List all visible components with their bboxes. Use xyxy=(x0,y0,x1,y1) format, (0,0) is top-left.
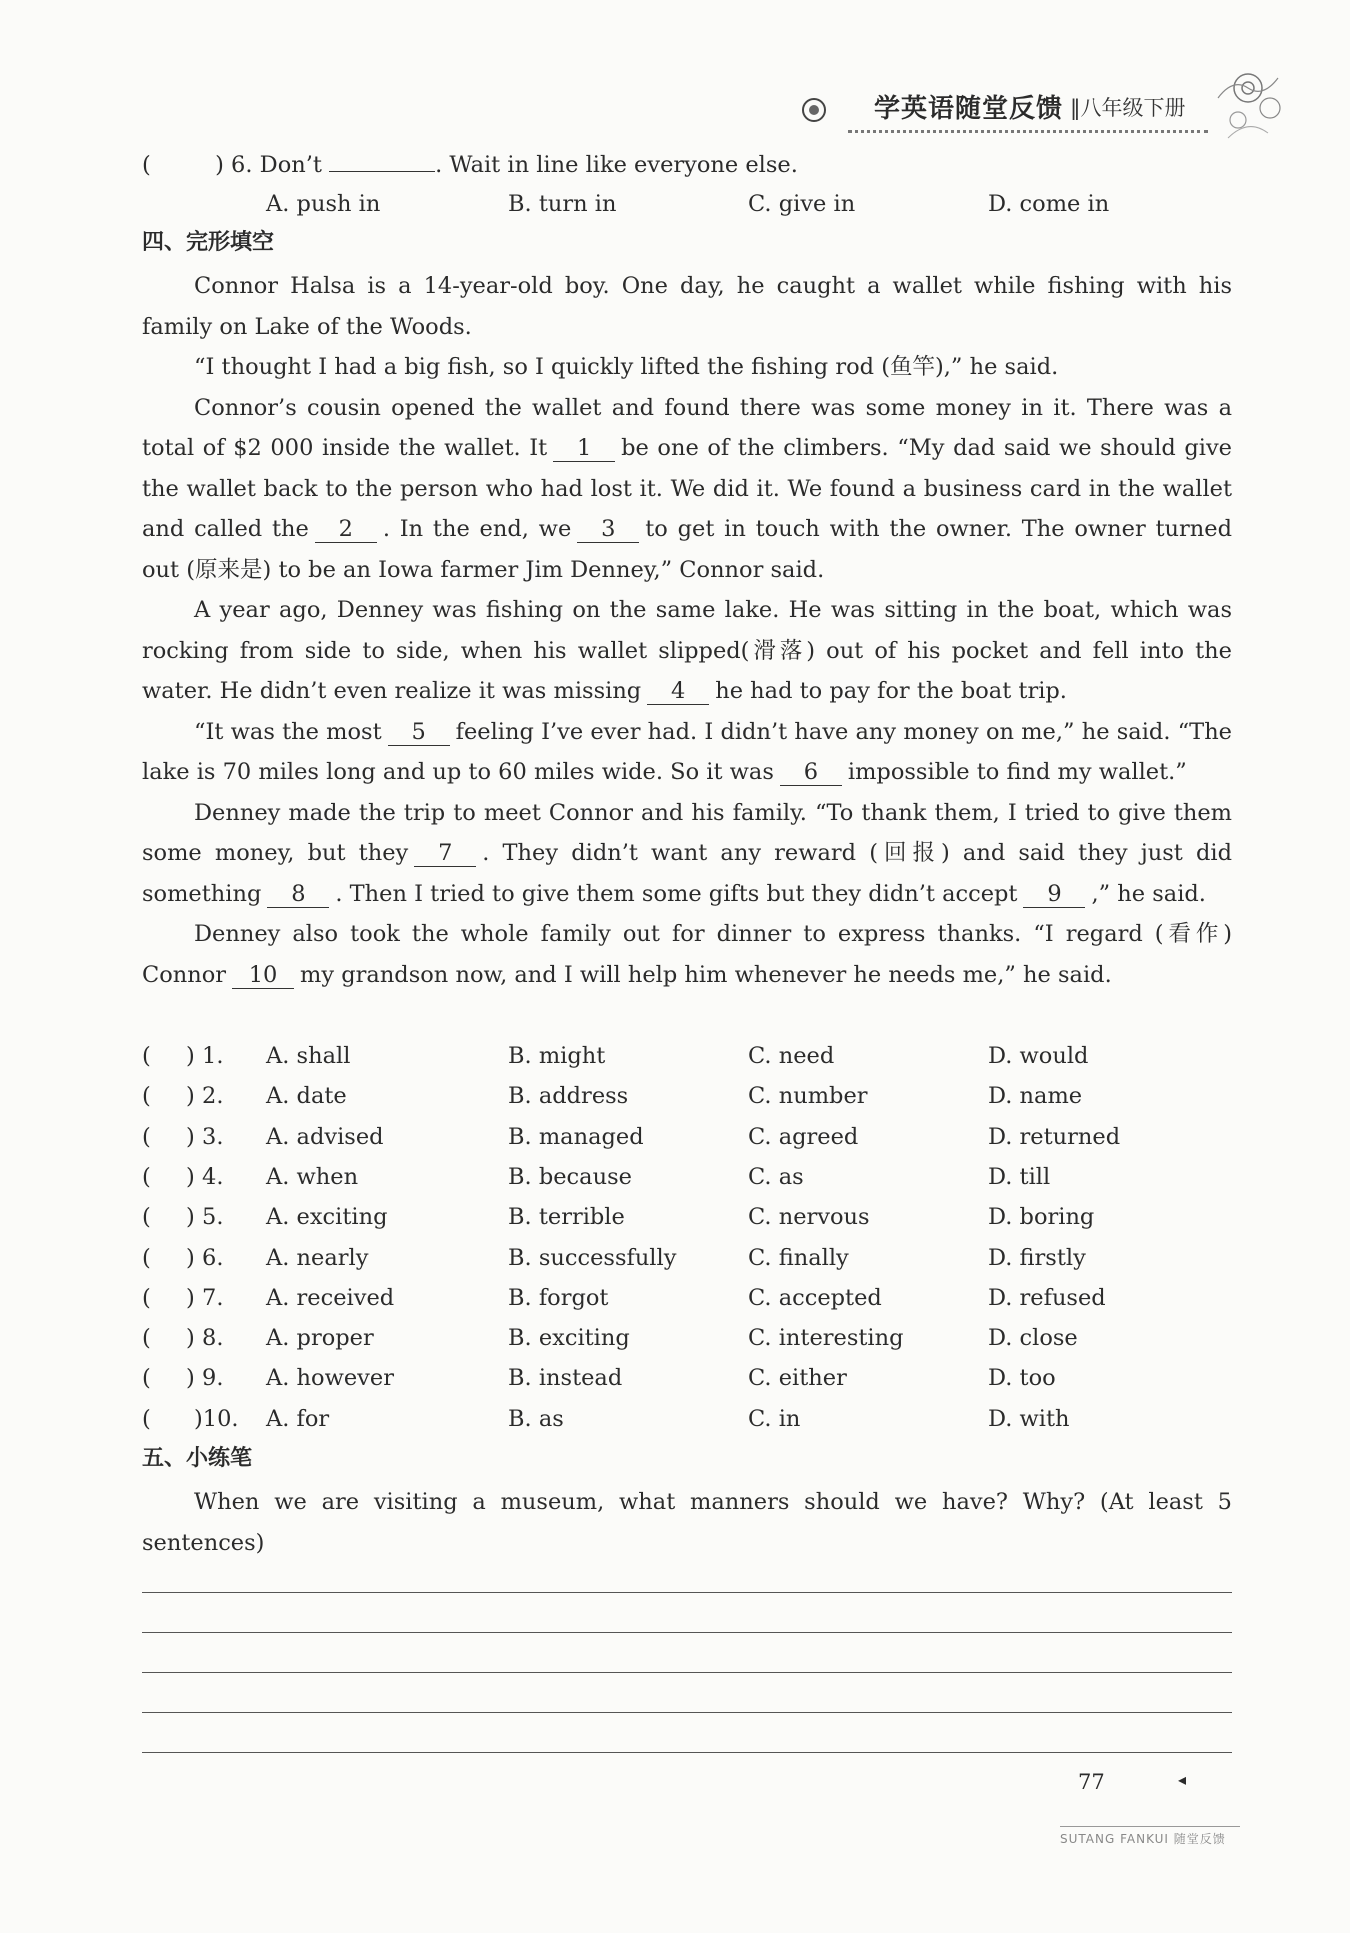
option-d[interactable]: D. returned xyxy=(988,1123,1121,1150)
question-number: 2. xyxy=(202,1083,224,1110)
option-d[interactable]: D. boring xyxy=(988,1204,1095,1231)
paragraph-2: “I thought I had a big fish, so I quickly lifted the fishing rod (鱼竿),” he said. xyxy=(194,354,1059,380)
page-number: 77 xyxy=(1078,1770,1105,1794)
writing-line-5[interactable] xyxy=(142,1752,1232,1753)
option-d[interactable]: D. name xyxy=(988,1083,1083,1110)
question-text-cont: . Wait in line like everyone else. xyxy=(435,152,798,178)
option-c[interactable]: C. as xyxy=(748,1163,804,1190)
blank-6[interactable]: 6 xyxy=(780,759,842,786)
blank-3[interactable]: 3 xyxy=(577,516,639,543)
option-c[interactable]: C. nervous xyxy=(748,1204,870,1231)
answer-paren-close: ) xyxy=(186,1123,195,1150)
option-b[interactable]: B. instead xyxy=(508,1365,623,1392)
blank-1[interactable]: 1 xyxy=(553,435,615,462)
footer-brand: SUTANG FANKUI 随堂反馈 xyxy=(1060,1832,1226,1846)
option-d[interactable]: D. with xyxy=(988,1405,1070,1432)
answer-paren-close: ) xyxy=(186,1083,195,1110)
answer-paren-close: ) xyxy=(186,1043,195,1069)
question-number: 7. xyxy=(202,1284,224,1311)
blank-5[interactable]: 5 xyxy=(388,719,450,746)
header-dotted-rule xyxy=(848,130,1208,133)
answer-paren-close: ) xyxy=(186,1325,195,1352)
option-b[interactable]: B. forgot xyxy=(508,1284,609,1311)
option-b[interactable]: B. because xyxy=(508,1163,632,1190)
option-b[interactable]: B. might xyxy=(508,1043,606,1069)
answer-paren-open: ( xyxy=(142,1325,151,1352)
question-number: )10. xyxy=(194,1405,239,1432)
choice-row xyxy=(142,1121,1242,1153)
option-a[interactable]: A. received xyxy=(266,1284,395,1311)
answer-paren-open: ( xyxy=(142,152,151,178)
question-number: 9. xyxy=(202,1365,224,1392)
writing-line-1[interactable] xyxy=(142,1592,1232,1593)
option-a[interactable]: A. advised xyxy=(266,1123,384,1150)
option-a[interactable]: A. however xyxy=(266,1365,394,1392)
option-d[interactable]: D. firstly xyxy=(988,1244,1086,1271)
choice-row xyxy=(142,1403,1242,1435)
option-d[interactable]: D. would xyxy=(988,1043,1089,1069)
question-number: 5. xyxy=(202,1204,224,1231)
option-d[interactable]: D. close xyxy=(988,1325,1078,1352)
option-b[interactable]: B. as xyxy=(508,1405,564,1432)
page-arrow-icon: ◂ xyxy=(1178,1770,1187,1789)
answer-paren-open: ( xyxy=(142,1244,151,1271)
option-b[interactable]: B. turn in xyxy=(508,191,617,217)
option-c[interactable]: C. either xyxy=(748,1365,847,1392)
blank-9[interactable]: 9 xyxy=(1023,881,1085,908)
option-c[interactable]: C. number xyxy=(748,1083,868,1110)
choice-row xyxy=(142,1040,1242,1072)
blank-10[interactable]: 10 xyxy=(232,962,294,989)
option-a[interactable]: A. for xyxy=(266,1405,330,1432)
option-b[interactable]: B. address xyxy=(508,1083,629,1110)
option-a[interactable]: A. when xyxy=(266,1163,359,1190)
section-title-writing: 五、小练笔 xyxy=(142,1446,253,1471)
option-c[interactable]: C. need xyxy=(748,1043,835,1069)
blank-7[interactable]: 7 xyxy=(414,840,476,867)
option-a[interactable]: A. date xyxy=(266,1083,347,1110)
option-d[interactable]: D. refused xyxy=(988,1284,1106,1311)
answer-paren-open: ( xyxy=(142,1163,151,1190)
answer-paren-close: ) xyxy=(215,152,224,178)
answer-paren-open: ( xyxy=(142,1123,151,1150)
option-c[interactable]: C. interesting xyxy=(748,1325,904,1352)
answer-paren-close: ) xyxy=(186,1365,195,1392)
option-b[interactable]: B. terrible xyxy=(508,1204,625,1231)
choice-row xyxy=(142,1080,1242,1112)
page-header xyxy=(800,88,1220,148)
choice-row xyxy=(142,1242,1242,1274)
answer-paren-open: ( xyxy=(142,1365,151,1392)
answer-paren-close: ) xyxy=(186,1204,195,1231)
answer-paren-open: ( xyxy=(142,1043,151,1069)
blank-8[interactable]: 8 xyxy=(267,881,329,908)
paragraph-5: “It was the most 5 feeling I’ve ever had. I didn’t have any money on me,” he said. “The lake is 70 miles long and up to 60 miles wide. So it was 6 impossible to find my wallet.” xyxy=(142,718,1232,785)
option-a[interactable]: A. exciting xyxy=(266,1204,388,1231)
option-a[interactable]: A. proper xyxy=(266,1325,374,1352)
option-c[interactable]: C. finally xyxy=(748,1244,849,1271)
paragraph-4: A year ago, Denney was fishing on the same lake. He was sitting in the boat, which was rocking from side to side, when his wallet slipped(滑落) out of his pocket and fell into the water. He didn’t even realize it was missing 4 he had to pay for the boat trip. xyxy=(142,597,1232,704)
answer-paren-close: ) xyxy=(186,1163,195,1190)
option-c[interactable]: C. in xyxy=(748,1405,801,1432)
book-title: 学英语随堂反馈 xyxy=(874,94,1064,124)
answer-paren-open: ( xyxy=(142,1204,151,1231)
option-a[interactable]: A. push in xyxy=(266,191,381,217)
answer-paren-close: ) xyxy=(186,1244,195,1271)
paragraph-1: Connor Halsa is a 14-year-old boy. One day, he caught a wallet while fishing with his family on Lake of the Woods. xyxy=(142,273,1232,340)
floral-ornament-icon xyxy=(1208,58,1298,158)
option-a[interactable]: A. shall xyxy=(266,1043,351,1069)
writing-line-4[interactable] xyxy=(142,1712,1232,1713)
question-number: 3. xyxy=(202,1123,224,1150)
option-b[interactable]: B. successfully xyxy=(508,1244,677,1271)
fill-blank[interactable] xyxy=(329,171,435,172)
option-d[interactable]: D. till xyxy=(988,1163,1051,1190)
option-c[interactable]: C. agreed xyxy=(748,1123,859,1150)
writing-line-3[interactable] xyxy=(142,1672,1232,1673)
answer-paren-close: ) xyxy=(186,1284,195,1311)
choice-row xyxy=(142,1161,1242,1193)
prev-question-options xyxy=(142,188,1242,220)
choice-row xyxy=(142,1322,1242,1354)
paragraph-3: Connor’s cousin opened the wallet and found there was some money in it. There was a total of $2 000 inside the wallet. It 1 be one of the climbers. “My dad said we should give the wallet back to the person who had lost it. We did it. We found a business card in the wallet and called the 2 . In the end, we 3 to get in touch with the owner. The owner turned out (原来是) to be an Iowa farmer Jim Denney,” Connor said. xyxy=(142,394,1232,583)
choice-row xyxy=(142,1282,1242,1314)
paragraph-7: Denney also took the whole family out for dinner to express thanks. “I regard (看作) Connor 10 my grandson now, and I will help him whenever he needs me,” he said. xyxy=(142,921,1232,988)
writing-prompt-text: When we are visiting a museum, what manners should we have? Why? (At least 5 sentences) xyxy=(142,1489,1232,1556)
question-number: 1. xyxy=(202,1043,224,1069)
option-d[interactable]: D. come in xyxy=(988,191,1110,217)
question-number: 8. xyxy=(202,1325,224,1352)
option-b[interactable]: B. managed xyxy=(508,1123,644,1150)
choice-row xyxy=(142,1362,1242,1394)
prev-question-6 xyxy=(142,150,798,180)
option-d[interactable]: D. too xyxy=(988,1365,1056,1392)
book-subtitle: ‖八年级下册 xyxy=(1070,96,1186,120)
question-number: 6. xyxy=(231,152,253,178)
blank-4[interactable]: 4 xyxy=(647,678,709,705)
question-number: 4. xyxy=(202,1163,224,1190)
blank-2[interactable]: 2 xyxy=(315,516,377,543)
option-b[interactable]: B. exciting xyxy=(508,1325,630,1352)
answer-paren-open: ( xyxy=(142,1083,151,1110)
question-number: 6. xyxy=(202,1244,224,1271)
writing-prompt xyxy=(142,1482,1232,1563)
option-c[interactable]: C. accepted xyxy=(748,1284,882,1311)
option-c[interactable]: C. give in xyxy=(748,191,856,217)
footer-rule xyxy=(1060,1826,1240,1827)
choice-row xyxy=(142,1201,1242,1233)
emblem-icon xyxy=(800,96,828,124)
answer-paren-open: ( xyxy=(142,1405,151,1432)
paragraph-6: Denney made the trip to meet Connor and his family. “To thank them, I tried to give them some money, but they 7 . They didn’t want any reward (回报) and said they just did something 8 . Then I tried to give them some gifts but they didn’t accept 9 ,” he said. xyxy=(142,799,1232,907)
question-text: Don’t xyxy=(259,152,322,178)
writing-line-2[interactable] xyxy=(142,1632,1232,1633)
section-title-cloze: 四、完形填空 xyxy=(142,230,275,255)
cloze-passage xyxy=(142,266,1232,995)
answer-paren-open: ( xyxy=(142,1284,151,1311)
option-a[interactable]: A. nearly xyxy=(266,1244,369,1271)
